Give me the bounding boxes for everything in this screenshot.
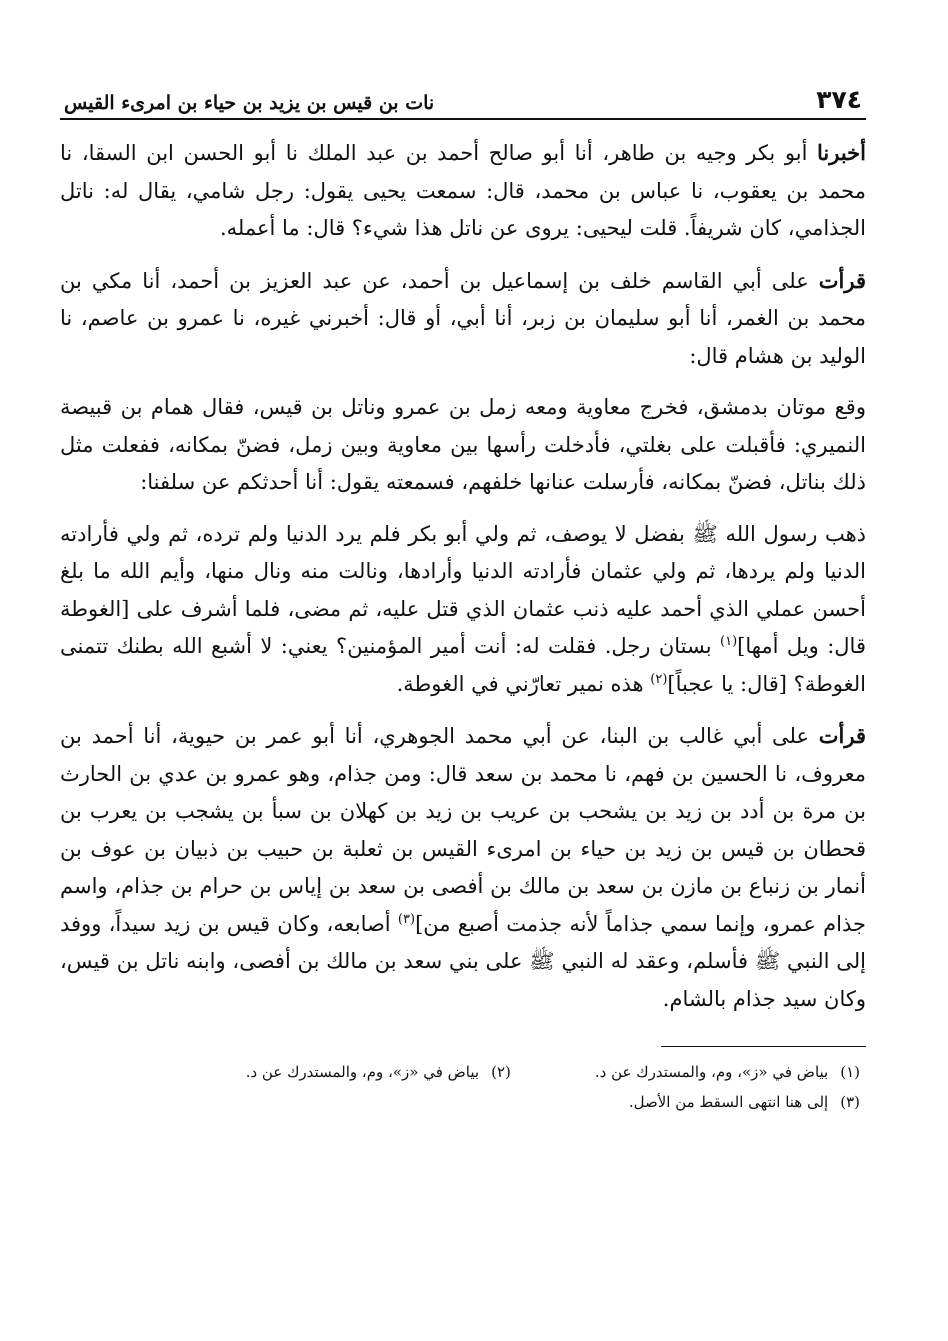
footnote-number: (٣)	[840, 1093, 860, 1111]
paragraph-text: أصابعه، وكان قيس بن زيد سيداً، ووفد إلى النبي ﷺ فأسلم، وعقد له النبي ﷺ على بني سعد بن مالك بن أفصى، وابنه ناتل بن قيس، وكان سيد جذام بالشام.	[60, 911, 866, 1011]
footnote-text: بياض في «ز»، وم، والمستدرك عن د.	[594, 1063, 829, 1081]
paragraph-5	[60, 717, 866, 1018]
footnote-marker-2[interactable]: (٢)	[650, 671, 668, 687]
footnote-2	[246, 1057, 511, 1087]
footnote-3	[629, 1087, 860, 1117]
paragraph-text: وقع موتان بدمشق، فخرج معاوية ومعه زمل بن عمرو وناتل بن قيس، فقال همام بن قبيصة النميري: فأقبلت على بغلتي، فأدخلت رأسها بين معاوية وبين زمل، فضنّ بمكانه، ففعلت مثل ذلك بناتل، فضنّ بمكانه، فأرسلت عنانها خلفهم، فسمعته يقول: أنا أحدثكم عن سلفنا:	[60, 395, 866, 494]
main-text	[60, 134, 866, 1018]
footnote-row	[60, 1087, 860, 1117]
paragraph-3	[60, 389, 866, 502]
footnote-text: بياض في «ز»، وم، والمستدرك عن د.	[245, 1063, 480, 1081]
footnote-separator	[661, 1046, 866, 1047]
paragraph-1	[60, 134, 866, 248]
footnote-number: (٢)	[491, 1063, 511, 1081]
footnote-marker-3[interactable]: (٣)	[397, 911, 416, 927]
footnote-text: إلى هنا انتهى السقط من الأصل.	[628, 1093, 829, 1111]
paragraph-4	[60, 516, 866, 704]
book-page	[60, 74, 866, 1314]
paragraph-lead-word: قرأت	[818, 723, 866, 748]
footnote-number: (١)	[840, 1063, 860, 1081]
paragraph-2	[60, 262, 866, 376]
footnotes	[60, 1057, 866, 1117]
paragraph-lead-word: أخبرنا	[817, 140, 866, 165]
footnote-1	[595, 1057, 860, 1087]
page-number: ٣٧٤	[816, 85, 862, 114]
paragraph-text: هذه نمير تعارّني في الغوطة.	[396, 671, 651, 696]
footnote-marker-1[interactable]: (١)	[720, 634, 738, 649]
paragraph-text: على أبي غالب بن البنا، عن أبي محمد الجوهري، أنا أبو عمر بن حيوية، أنا أحمد بن معروف، نا الحسين بن فهم، نا محمد بن سعد قال: ومن جذام، وهو عمرو بن عدي بن الحارث بن مرة بن أدد بن زيد بن يشحب بن عريب بن زيد بن كهلان بن سبأ بن يشجب بن يعرب بن قحطان بن قيس بن زيد بن حياء بن امرىء القيس بن ثعلبة بن حبيب بن ذبيان بن عوف بن أنمار بن زنباع بن مازن بن سعد بن مالك بن أفصى بن سعد بن إياس بن حرام بن جذام، واسم جذام عمرو، وإنما سمي جذاماً لأنه جذمت أصبع من]	[60, 724, 866, 936]
paragraph-text: أبو بكر وجيه بن طاهر، أنا أبو صالح أحمد بن عبد الملك نا أبو الحسن ابن السقا، نا محمد بن يعقوب، نا عباس بن محمد، قال: سمعت يحيى يقول: رجل شامي، يقال له: ناتل الجذامي، كان شريفاً. قلت ليحيى: يروى عن ناتل هذا شيء؟ قال: ما أعمله.	[60, 141, 866, 240]
running-header	[60, 74, 866, 120]
running-title: نات بن قيس بن يزيد بن حياء بن امرىء القيس	[64, 92, 435, 114]
paragraph-text: ذهب رسول الله ﷺ بفضل لا يوصف، ثم ولي أبو بكر فلم يرد الدنيا ولم ترده، ثم ولي فأرادته الدنيا ولم يردها، ثم ولي عثمان فأرادته الدنيا وأرادها، ونالت منه ونال منها، وأيم الله ما بلغ أحسن عملي الذي أحمد عليه ذنب عثمان الذي قتل عليه، ثم مضى، فلما أشرف على [الغوطة قال: ويل أمها]	[60, 521, 866, 658]
paragraph-text: بستان رجل. فقلت له: أنت أمير المؤمنين؟ يعني: لا أشبع الله بطنك تتمنى الغوطة؟ [قال: يا عجباً]	[60, 634, 866, 696]
footnote-row	[60, 1057, 860, 1087]
paragraph-lead-word: قرأت	[818, 267, 866, 293]
paragraph-text: على أبي القاسم خلف بن إسماعيل بن أحمد، عن عبد العزيز بن أحمد، أنا مكي بن محمد بن الغمر، أنا أبو سليمان بن زبر، أنا أبي، أو قال: أخبرني غيره، نا عمرو بن عاصم، نا الوليد بن هشام قال:	[60, 268, 866, 368]
